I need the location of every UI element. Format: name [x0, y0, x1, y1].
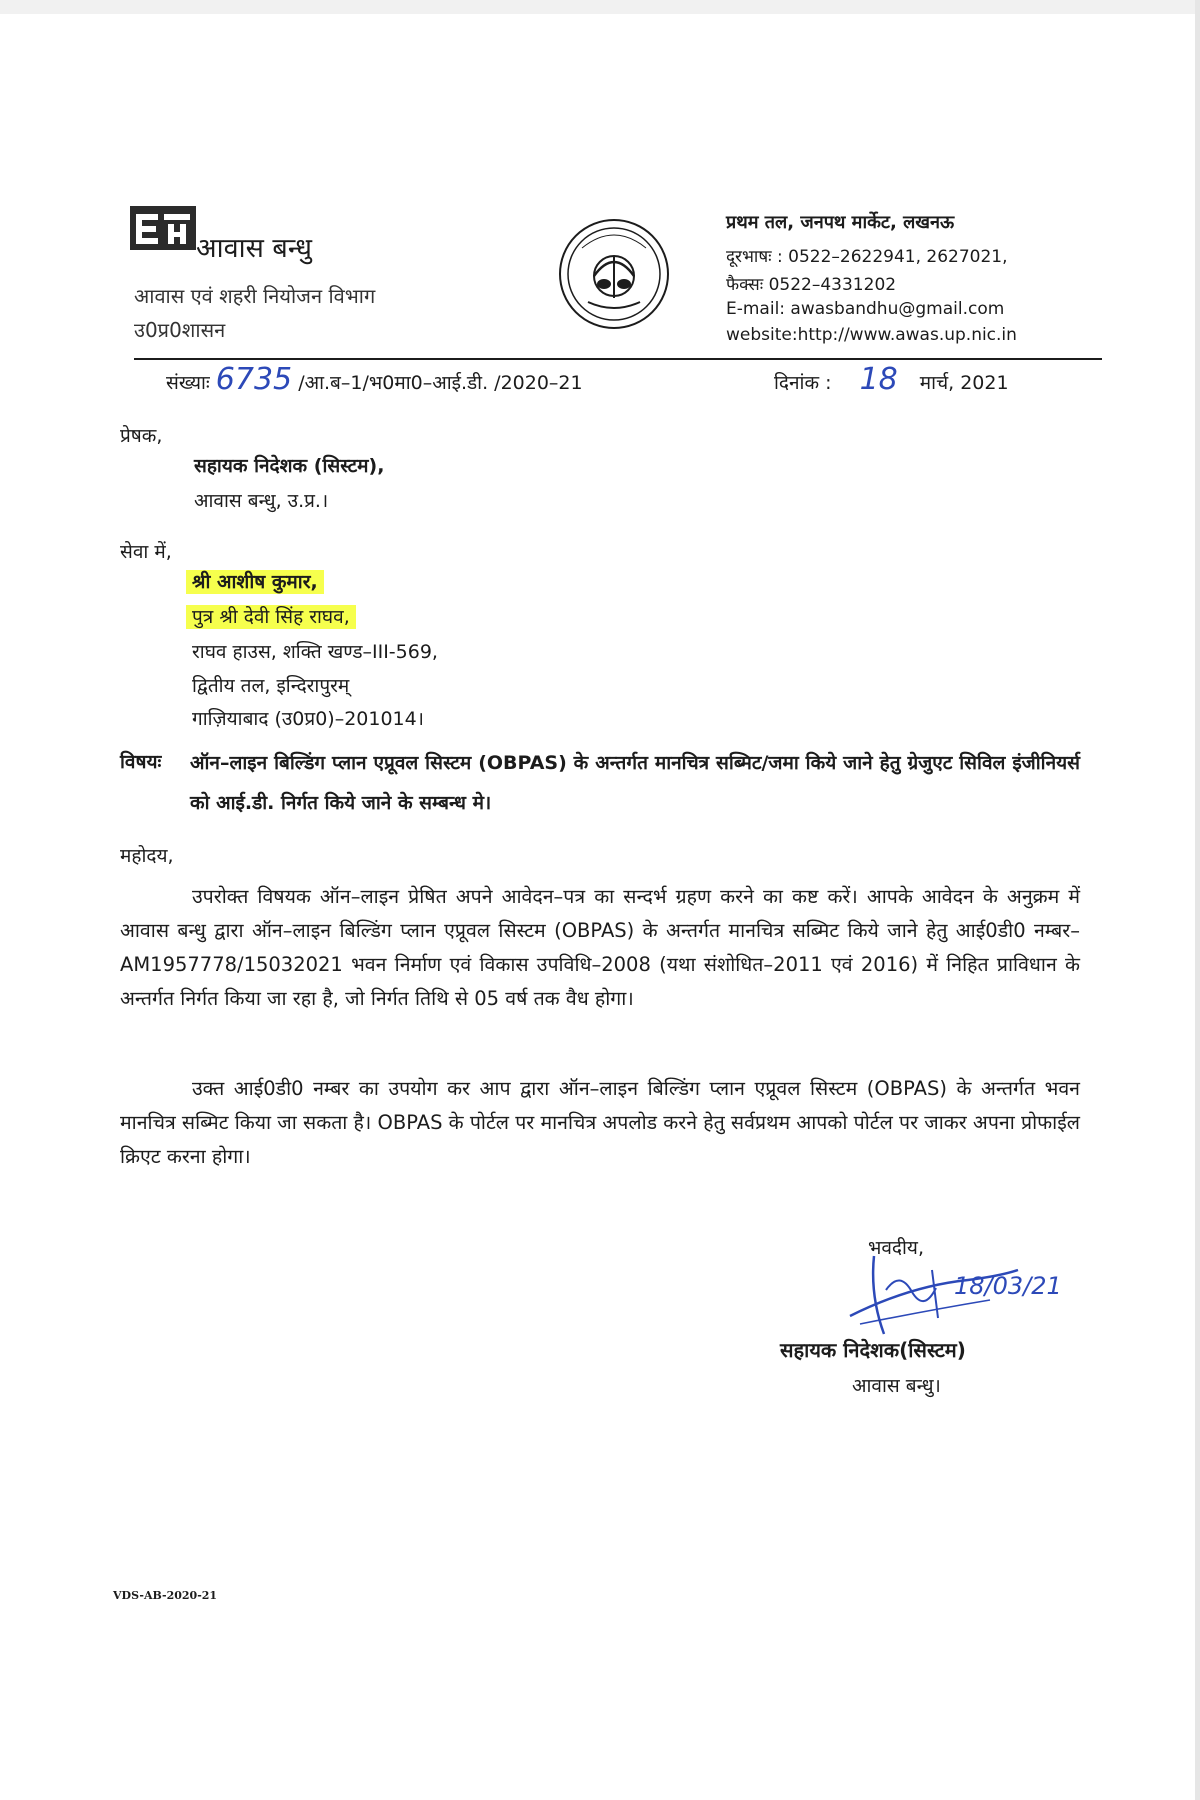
sender-title: सहायक निदेशक (सिस्टम),	[194, 455, 385, 477]
reference-date-label: दिनांक :	[774, 372, 832, 394]
subject-text: ऑन–लाइन बिल्डिंग प्लान एप्रूवल सिस्टम (OBPAS) के अन्तर्गत मानचित्र सब्मिट/जमा किये जाने हेतु ग्रेजुएट सिविल इंजीनियर्स को आई.डी. निर्गत किये जाने के सम्बन्ध मे।	[190, 752, 1080, 814]
reference-number-handwritten: 6735	[215, 362, 293, 397]
recipient-address-line: गाज़ियाबाद (उ0प्र0)–201014।	[192, 708, 424, 730]
recipient-father: पुत्र श्री देवी सिंह राघव,	[186, 603, 356, 629]
sender-label: प्रेषक,	[120, 425, 163, 447]
subject-label: विषयः	[120, 751, 162, 773]
closing: भवदीय,	[868, 1237, 924, 1259]
reference-date-suffix: मार्च, 2021	[919, 372, 1009, 394]
reference-number	[166, 362, 583, 397]
website-address: website:http://www.awas.up.nic.in	[726, 325, 1017, 345]
header-divider	[134, 358, 1102, 360]
up-government-seal-icon	[558, 218, 670, 330]
government-name: उ0प्र0शासन	[134, 318, 226, 342]
body-paragraph-1: उपरोक्त विषयक ऑन–लाइन प्रेषित अपने आवेदन–पत्र का सन्दर्भ ग्रहण करने का कष्ट करें। आपके आवेदन के अनुक्रम में आवास बन्धु द्वारा ऑन–लाइन बिल्डिंग प्लान एप्रूवल सिस्टम (OBPAS) के अन्तर्गत मानचित्र सब्मिट किये जाने हेतु आई0डी0 नम्बर– AM1957778/15032021 भवन निर्माण एवं विकास उपविधि–2008 (यथा संशोधित–2011 एवं 2016) में निहित प्राविधान के अन्तर्गत निर्गत किया जा रहा है, जो निर्गत तिथि से 05 वर्ष तक वैध होगा।	[120, 885, 1080, 1010]
signature-date-handwritten: 18/03/21	[954, 1272, 1062, 1300]
reference-number-suffix: /आ.ब–1/भ0मा0–आई.डी. /2020–21	[298, 372, 583, 394]
scan-edge-right	[1195, 0, 1200, 1800]
reference-date-handwritten: 18	[859, 362, 898, 397]
signatory-designation: सहायक निदेशक(सिस्टम)	[780, 1338, 966, 1362]
office-address: प्रथम तल, जनपथ मार्केट, लखनऊ	[726, 212, 955, 233]
scan-edge-top	[0, 0, 1200, 14]
recipient-name: श्री आशीष कुमार,	[186, 568, 324, 594]
signatory-office: आवास बन्धु।	[852, 1375, 941, 1397]
salutation: महोदय,	[120, 845, 174, 867]
recipient-label: सेवा में,	[120, 541, 172, 563]
org-name: आवास बन्धु	[196, 233, 312, 264]
awas-bandhu-logo	[128, 200, 198, 252]
reference-number-label: संख्याः	[166, 372, 210, 394]
fax-number: फैक्सः 0522–4331202	[726, 275, 897, 295]
recipient-address-line: राघव हाउस, शक्ति खण्ड–III-569,	[192, 641, 438, 663]
reference-date	[774, 362, 1009, 397]
document-code: VDS-AB-2020-21	[113, 1589, 218, 1602]
department-name: आवास एवं शहरी नियोजन विभाग	[134, 284, 376, 308]
body-paragraph-2: उक्त आई0डी0 नम्बर का उपयोग कर आप द्वारा ऑन–लाइन बिल्डिंग प्लान एप्रूवल सिस्टम (OBPAS) के अन्तर्गत भवन मानचित्र सब्मिट किया जा सकता है। OBPAS के पोर्टल पर मानचित्र अपलोड करने हेतु सर्वप्रथम आपको पोर्टल पर जाकर अपना प्रोफाईल क्रिएट करना होगा।	[120, 1077, 1080, 1168]
sender-office: आवास बन्धु, उ.प्र.।	[194, 490, 329, 512]
email-address: E-mail: awasbandhu@gmail.com	[726, 299, 1005, 319]
phone-numbers: दूरभाषः : 0522–2622941, 2627021,	[726, 247, 1008, 267]
recipient-address-line: द्वितीय तल, इन्दिरापुरम्	[192, 675, 350, 697]
